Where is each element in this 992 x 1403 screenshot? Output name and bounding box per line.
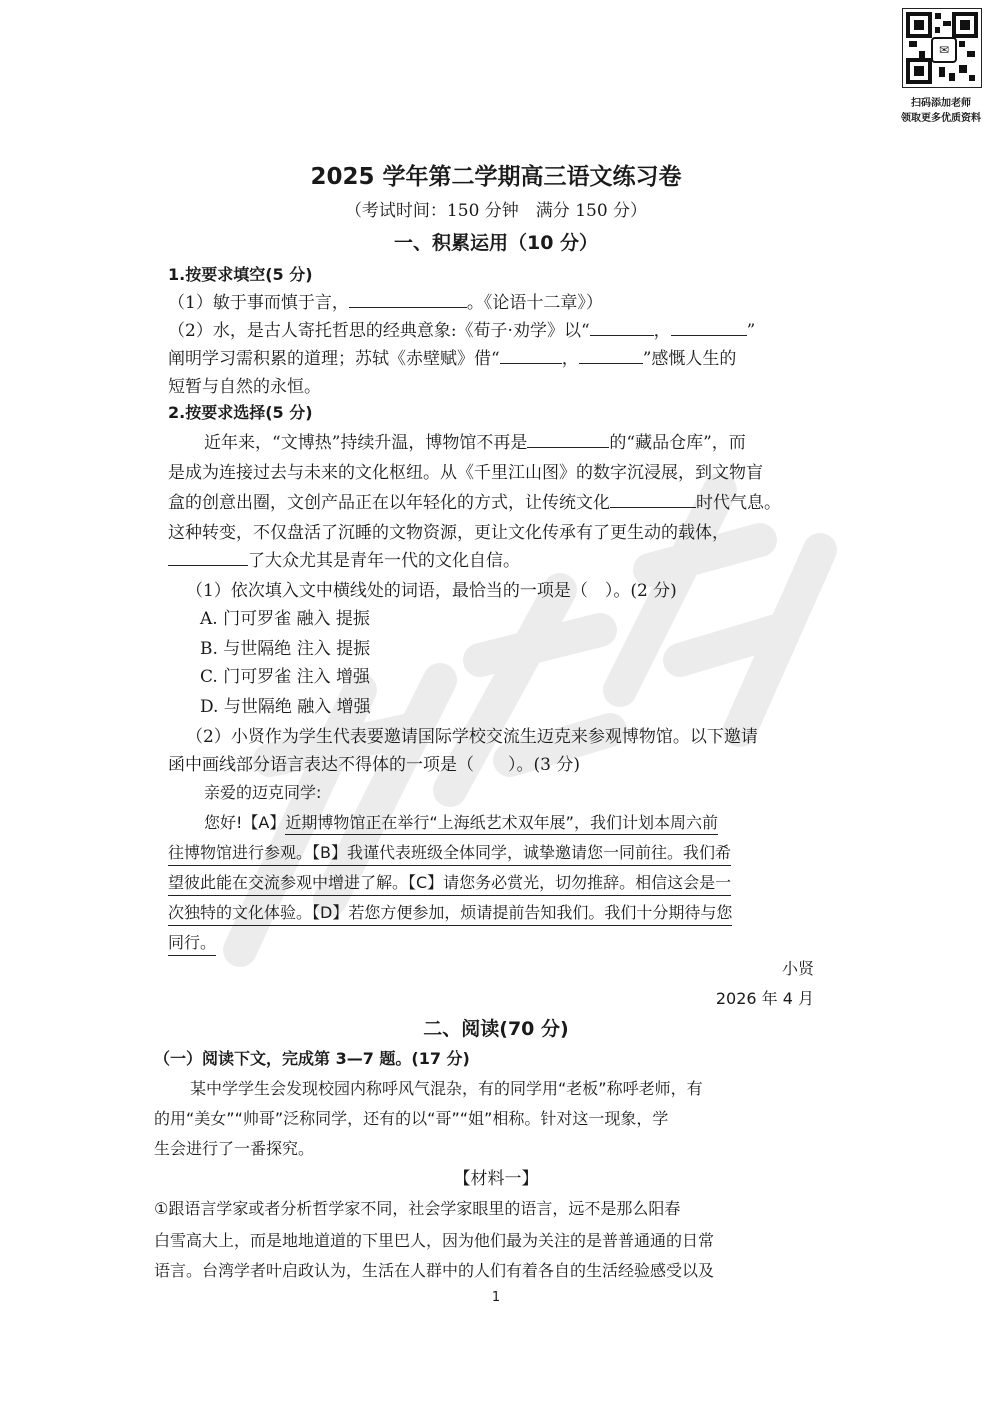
qr-caption-line2: 领取更多优质资料 [901, 113, 981, 124]
option-d[interactable]: D. 与世隔绝 融入 增强 [200, 697, 371, 717]
text: 阐明学习需积累的道理；苏轼《赤壁赋》借“ [168, 349, 500, 369]
answer-blank[interactable] [349, 291, 467, 308]
answer-blank[interactable] [671, 319, 747, 336]
passage-line-4: 这种转变，不仅盘活了沉睡的文物资源，更让文化传承有了更生动的载体， [168, 523, 729, 543]
letter-line-1 [204, 810, 718, 833]
intro-line-2: 的用“美女”“帅哥”泛称同学，还有的以“哥”“姐”相称。针对这一现象，学 [154, 1109, 669, 1128]
intro-line-1: 某中学学生会发现校园内称呼风气混杂，有的同学用“老板”称呼老师，有 [190, 1079, 703, 1098]
answer-blank[interactable] [527, 431, 609, 448]
wechat-icon: ✉ [931, 37, 957, 63]
letter-line-2: 往博物馆进行参观。【B】我谨代表班级全体同学，诚挚邀请您一同前往。我们希 [168, 840, 731, 866]
section-heading-2: 二、阅读(70 分) [423, 1018, 569, 1040]
passage-line-5 [168, 546, 520, 571]
underlined-text: 近期博物馆正在举行“上海纸艺术双年展”，我们计划本周六前 [285, 813, 718, 835]
text: 盒的创意出圈，文创产品正在以年轻化的方式，让传统文化 [168, 493, 610, 513]
material-line-2: 白雪高大上，而是地地道道的下里巴人，因为他们最为关注的是普普通通的日常 [154, 1231, 715, 1250]
letter-line-3: 望彼此能在交流参观中增进了解。【C】请您务必赏光，切勿推辞。相信这会是一 [168, 870, 731, 896]
letter-greeting: 亲爱的迈克同学: [204, 783, 322, 802]
material-title: 【材料一】 [453, 1169, 539, 1189]
page-title: 2025 学年第二学期高三语文练习卷 [310, 164, 682, 190]
option-c[interactable]: C. 门可罗雀 注入 增强 [200, 667, 371, 687]
question-1-line-3 [168, 344, 736, 369]
sub-question-2-line-1: （2）小贤作为学生代表要邀请国际学校交流生迈克来参观博物馆。以下邀请 [186, 727, 758, 747]
question-1-line-2 [168, 316, 755, 341]
passage-line-3 [168, 488, 781, 513]
text: ， [561, 349, 579, 369]
qr-caption-line1: 扫码添加老师 [911, 98, 971, 109]
text: 。《论语十二章》） [466, 293, 603, 313]
option-b[interactable]: B. 与世隔绝 注入 提振 [200, 639, 371, 659]
text: ”感慨人生的 [642, 349, 737, 369]
text: （1）敏于事而慎于言， [168, 293, 349, 313]
letter-line-4: 次独特的文化体验。【D】若您方便参加，烦请提前告知我们。我们十分期待与您 [168, 900, 732, 926]
intro-line-3: 生会进行了一番探究。 [154, 1139, 315, 1158]
answer-blank[interactable] [610, 491, 696, 508]
material-line-3: 语言。台湾学者叶启政认为，生活在人群中的人们有着各自的生活经验感受以及 [154, 1261, 715, 1280]
letter-date: 2026 年 4 月 [715, 989, 814, 1008]
section-heading-1: 一、积累运用（10 分） [393, 232, 599, 254]
text: ” [746, 321, 756, 341]
text: 您好!【A】 [204, 813, 286, 832]
letter-signature: 小贤 [781, 959, 814, 978]
question-1-line-1 [168, 288, 603, 313]
passage-line-2: 是成为连接过去与未来的文化枢纽。从《千里江山图》的数字沉浸展，到文物盲 [168, 463, 763, 483]
page-number: 1 [491, 1290, 501, 1305]
reading-sub-heading: （一）阅读下文，完成第 3—7 题。(17 分) [154, 1049, 470, 1068]
letter-line-5: 同行。 [168, 930, 216, 956]
question-1-line-4: 短暂与自然的永恒。 [168, 377, 321, 397]
passage-line-1 [204, 428, 746, 453]
text: 的“藏品仓库”，而 [609, 433, 746, 453]
text: 了大众尤其是青年一代的文化自信。 [248, 551, 520, 571]
answer-blank[interactable] [500, 347, 562, 364]
text: ， [653, 321, 671, 341]
answer-blank[interactable] [590, 319, 654, 336]
question-1-title: 1.按要求填空(5 分) [168, 265, 313, 284]
option-a[interactable]: A. 门可罗雀 融入 提振 [200, 609, 370, 629]
material-line-1: ①跟语言学家或者分析哲学家不同，社会学家眼里的语言，远不是那么阳春 [154, 1199, 681, 1218]
text: 近年来，“文博热”持续升温，博物馆不再是 [204, 433, 528, 453]
answer-blank[interactable] [579, 347, 643, 364]
answer-blank[interactable] [168, 549, 248, 566]
text: （2）水，是古人寄托哲思的经典意象:《荀子·劝学》以“ [168, 321, 590, 341]
text: 时代气息。 [696, 493, 781, 513]
sub-question-1: （1）依次填入文中横线处的词语，最恰当的一项是（ ）。(2 分) [186, 581, 677, 601]
question-2-title: 2.按要求选择(5 分) [168, 403, 313, 422]
exam-info: （考试时间：150 分钟 满分 150 分） [344, 201, 648, 221]
qr-code-icon [902, 8, 982, 88]
sub-question-2-line-2: 函中画线部分语言表达不得体的一项是（ ）。(3 分) [168, 755, 580, 775]
